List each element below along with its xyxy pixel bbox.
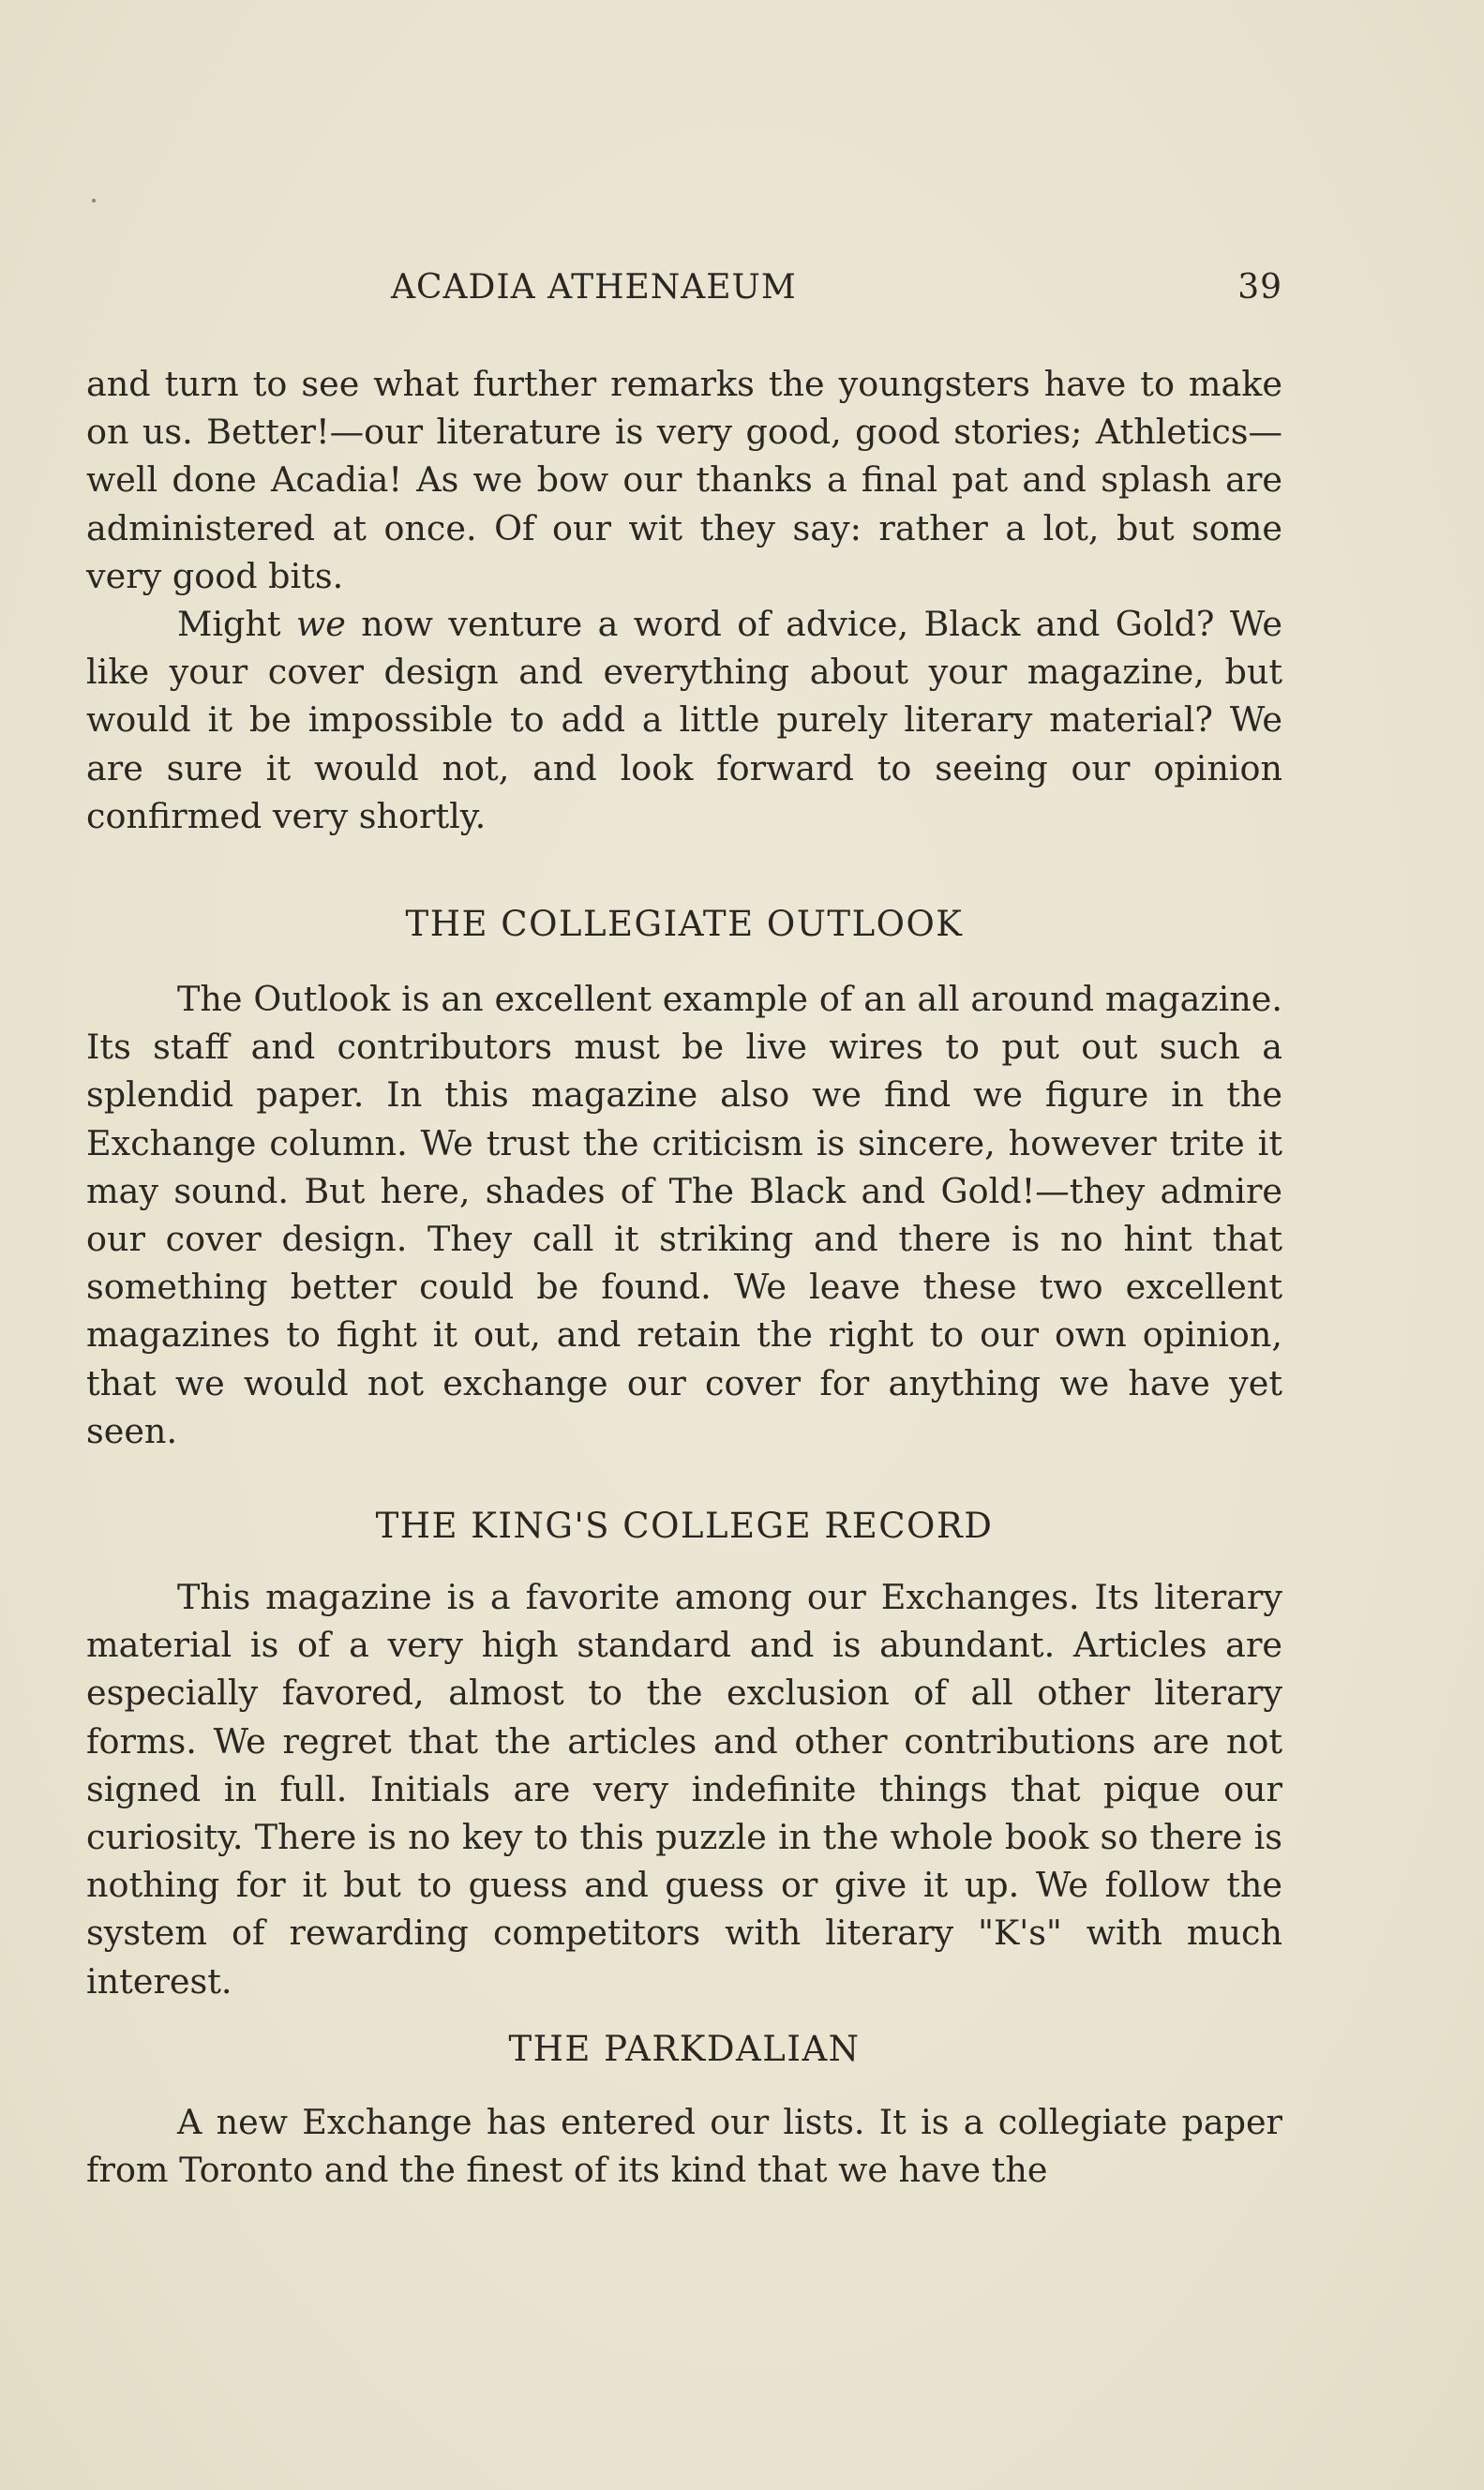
running-head — [86, 268, 1282, 324]
section-collegiate-outlook — [86, 900, 1282, 948]
paragraph-parkdalian: A new Exchange has entered our lists. It is a collegiate paper from Toronto and the finest of its kind that we have the — [86, 2102, 1282, 2191]
section-heading-parkdalian: THE PARKDALIAN — [508, 2029, 861, 2069]
section-kings-college-record — [86, 1502, 1282, 1550]
paragraph-advice-start: Might — [177, 604, 296, 645]
section-collegiate-outlook-body — [86, 975, 1282, 1455]
body-text-top — [86, 360, 1282, 840]
emphasis-we: we — [295, 604, 346, 645]
running-title: ACADIA ATHENAEUM — [391, 268, 797, 307]
paragraph-advice-rest: now venture a word of advice, Black and Gold? We like your cover design and everything about your magazine, but would it be impossible to add a little purely literary material? We are sure it would not, and look forward to seeing our opinion confirmed very shortly. — [86, 604, 1282, 836]
paper-speck — [92, 199, 96, 202]
section-parkdalian-body — [86, 2098, 1282, 2194]
page-number: 39 — [1237, 268, 1282, 307]
section-kings-college-record-body — [86, 1573, 1282, 2005]
paragraph-kings-college-record: This magazine is a favorite among our Exchanges. Its literary material is of a very high standard and is abundant. Articles are especially favored, almost to the exclusion of all other literary forms. We regret that the articles and other contributions are not signed in full. Initials are very indefinite things that pique our curiosity. There is no key to this puzzle in the whole book so there is nothing for it but to guess and guess or give it up. We follow the system of rewarding competitors with literary "K's" with much interest. — [86, 1577, 1282, 2002]
section-parkdalian — [86, 2025, 1282, 2073]
paragraph-continued: and turn to see what further remarks the youngsters have to make on us. Better!—our literature is very good, good stories; Athletics—well done Acadia! As we bow our thanks a final pat and splash are administered at once. Of our wit they say: rather a lot, but some very good bits. — [86, 364, 1282, 596]
paragraph-collegiate-outlook: The Outlook is an excellent example of an all around magazine. Its staff and contributors must be live wires to put out such a splendid paper. In this magazine also we find we figure in the Exchange column. We trust the criticism is sincere, however trite it may sound. But here, shades of The Black and Gold!—they admire our cover design. They call it striking and there is no hint that something better could be found. We leave these two excellent magazines to fight it out, and retain the right to our own opinion, that we would not exchange our cover for anything we have yet seen. — [86, 979, 1282, 1451]
section-heading-kings-college-record: THE KING'S COLLEGE RECORD — [375, 1506, 994, 1546]
paragraph-advice — [86, 600, 1282, 840]
section-heading-collegiate-outlook: THE COLLEGIATE OUTLOOK — [405, 904, 964, 944]
